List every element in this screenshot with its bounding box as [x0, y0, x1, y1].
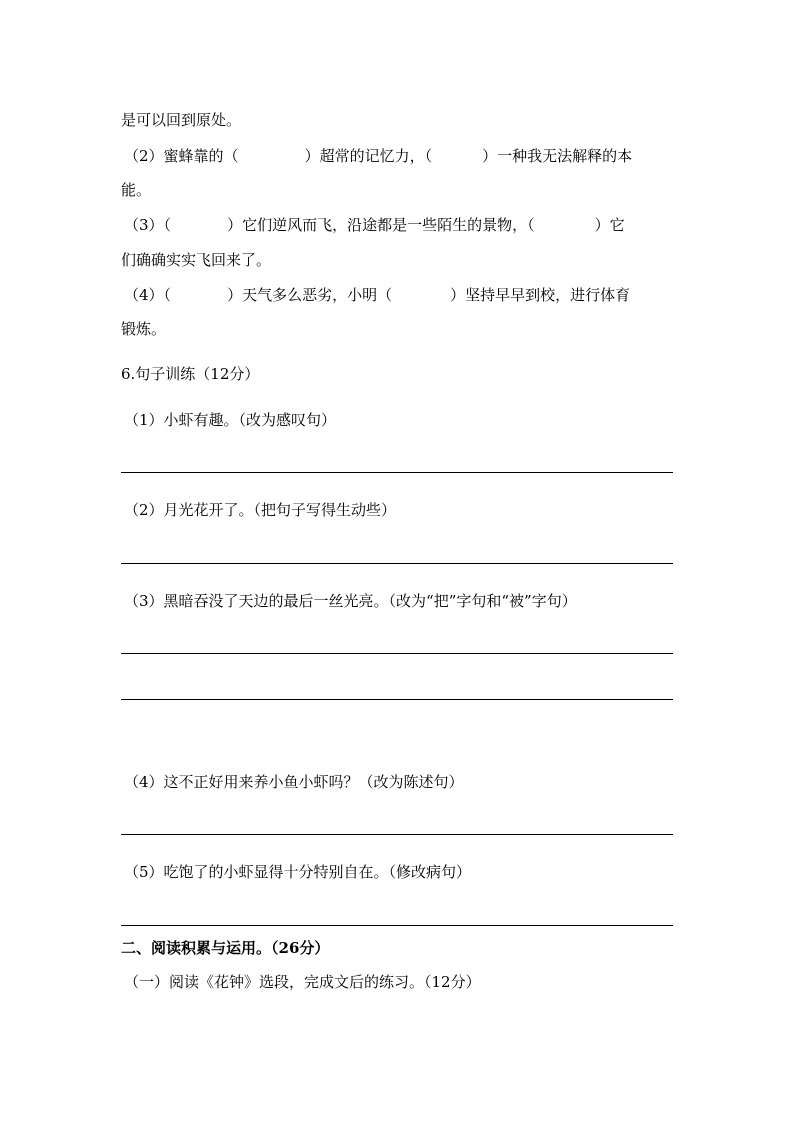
- section-2-subtitle: （一）阅读《花钟》选段，完成文后的练习。（12分）: [124, 973, 481, 991]
- section-2-title: 二、阅读积累与运用。（26分）: [121, 939, 330, 957]
- answer-line[interactable]: [121, 563, 673, 564]
- answer-line[interactable]: [121, 653, 673, 654]
- q5-item-4: （4）（ ）天气多么恶劣，小明（ ）坚持早早到校，进行体育: [124, 286, 631, 304]
- q6-title: 6.句子训练（12分）: [121, 365, 260, 383]
- item-number: （4）: [124, 286, 164, 304]
- item-number: （2）: [124, 147, 164, 165]
- answer-line[interactable]: [121, 472, 673, 473]
- q5-item-2-cont: 能。: [121, 181, 152, 199]
- item-number: （3）: [124, 216, 164, 234]
- answer-line[interactable]: [121, 699, 673, 700]
- answer-line[interactable]: [121, 834, 673, 835]
- q6-item-5: （5）吃饱了的小虾显得十分特别自在。（修改病句）: [124, 863, 472, 881]
- q5-item-2: （2）蜜蜂靠的（ ）超常的记忆力，（ ）一种我无法解释的本: [124, 147, 633, 165]
- q5-item-4-cont: 锻炼。: [121, 320, 167, 338]
- q5-item-3-cont: 们确确实实飞回来了。: [121, 251, 272, 269]
- q6-item-3: （3）黑暗吞没了天边的最后一丝光亮。（改为“把”字句和“被”字句）: [124, 592, 577, 610]
- answer-line[interactable]: [121, 925, 673, 926]
- q6-item-1: （1）小虾有趣。（改为感叹句）: [124, 411, 337, 429]
- q6-item-2: （2）月光花开了。（把句子写得生动些）: [124, 501, 397, 519]
- q6-item-4: （4）这不正好用来养小鱼小虾吗？（改为陈述句）: [124, 773, 464, 791]
- q5-item-3: （3）（ ）它们逆风而飞，沿途都是一些陌生的景物，（ ）它: [124, 216, 625, 234]
- q5-continuation: 是可以回到原处。: [121, 111, 242, 129]
